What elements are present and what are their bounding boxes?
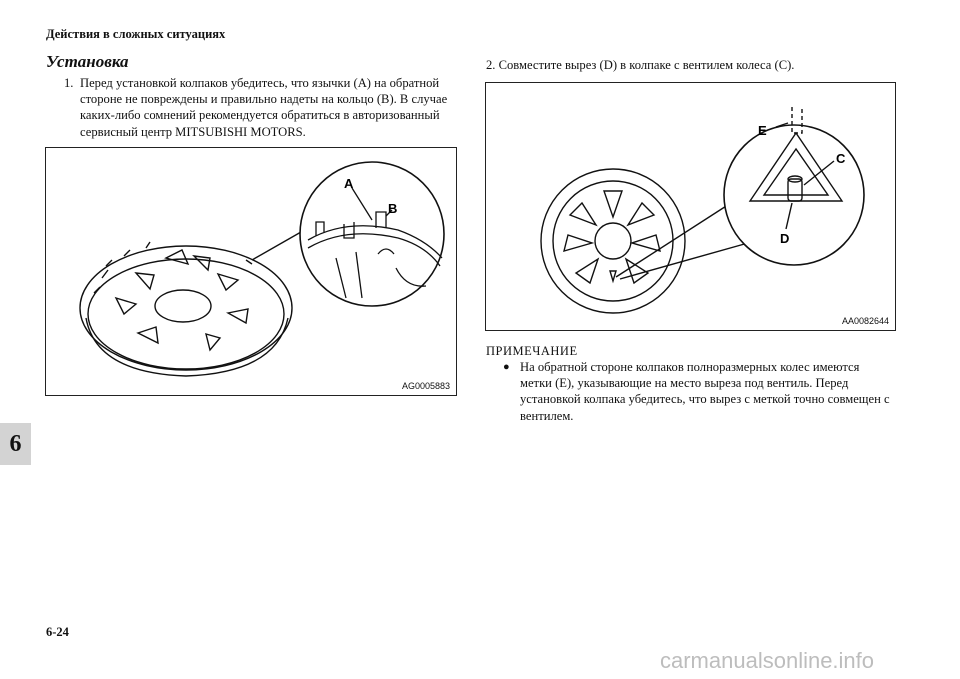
step-1-text: Перед установкой колпаков убедитесь, что язычки (A) на обратной стороне не повреждены и правильно надеты на кольцо (B). В случае каких-либо сомнений рекомендуется обратиться в авторизованный сервисный центр MITSUBISHI MOTORS. — [80, 76, 448, 139]
step-2-number: 2. — [486, 58, 496, 72]
note-item — [503, 359, 893, 424]
note-heading: ПРИМЕЧАНИЕ — [486, 344, 578, 358]
running-header: Действия в сложных ситуациях — [46, 27, 226, 41]
label-c: C — [836, 151, 846, 166]
figure-valve-alignment — [485, 82, 896, 331]
label-a: A — [344, 176, 354, 191]
label-e: E — [758, 123, 767, 138]
chapter-number: 6 — [9, 431, 22, 457]
figure-code: AG0005883 — [401, 381, 450, 391]
step-1 — [66, 75, 458, 140]
section-title: Установка — [46, 52, 129, 71]
wheel-valve-illustration — [486, 83, 895, 330]
chapter-tab — [0, 423, 31, 465]
hubcap-back-illustration — [46, 148, 456, 395]
figure-code: AA0082644 — [841, 316, 889, 326]
step-2 — [486, 58, 794, 73]
note-text: На обратной стороне колпаков полноразмерных колес имеются метки (E), указывающие на место выреза под вентиль. Перед установкой колпака убедитесь, что вырез с меткой точно совмещен с вентилем. — [520, 360, 890, 423]
figure-hubcap-tabs — [45, 147, 457, 396]
label-d: D — [780, 231, 790, 246]
step-1-number: 1. — [64, 76, 74, 90]
label-b: B — [388, 201, 398, 216]
step-2-text: Совместите вырез (D) в колпаке с вентилем колеса (C). — [498, 58, 795, 72]
bullet-icon: ● — [503, 361, 510, 373]
page-number: 6-24 — [46, 625, 69, 639]
watermark: carmanualsonline.info — [660, 648, 875, 673]
